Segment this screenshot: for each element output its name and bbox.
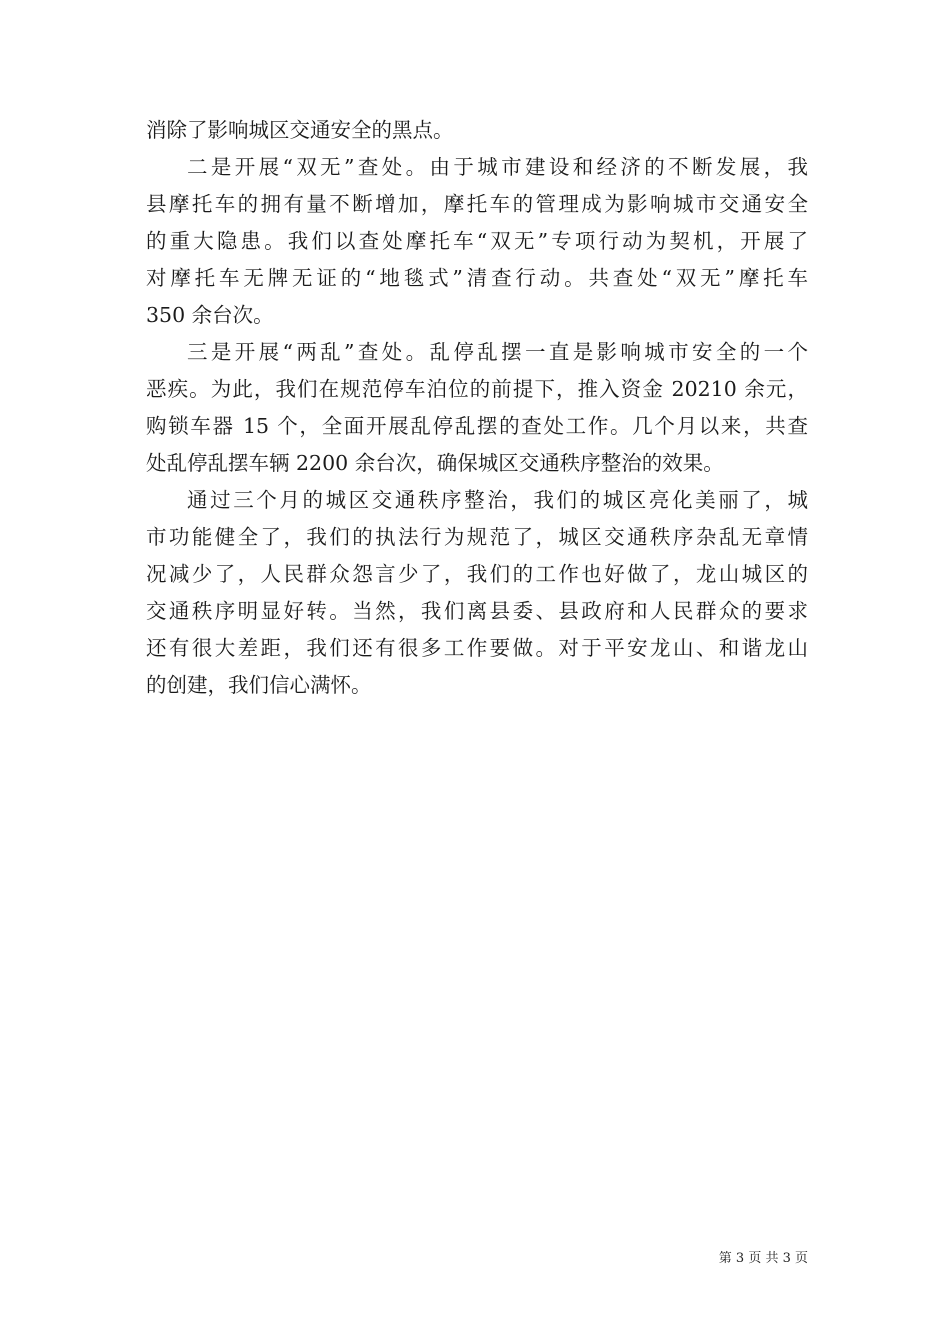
page-number-footer: 第 3 页 共 3 页 (718, 1251, 808, 1266)
text-line: 二是开展“双无”查处。由于城市建设和经济的不断发展，我 (187, 155, 808, 179)
paragraph-summary (146, 482, 808, 704)
text-line: 的重大隐患。我们以查处摩托车“双无”专项行动为契机，开展了 (146, 229, 808, 253)
text-line: 恶疾。为此，我们在规范停车泊位的前提下，推入资金 20210 余元， (146, 377, 808, 401)
text-line: 县摩托车的拥有量不断增加，摩托车的管理成为影响城市交通安全 (146, 192, 808, 216)
paragraph-shuangwu (146, 149, 808, 334)
text-line: 处乱停乱摆车辆 2200 余台次，确保城区交通秩序整治的效果。 (146, 451, 724, 475)
text-line: 三是开展“两乱”查处。乱停乱摆一直是影响城市安全的一个 (187, 340, 808, 364)
text-line: 消除了影响城区交通安全的黑点。 (146, 118, 454, 142)
text-line: 通过三个月的城区交通秩序整治，我们的城区亮化美丽了，城 (187, 488, 808, 512)
text-line: 况减少了，人民群众怨言少了，我们的工作也好做了，龙山城区的 (146, 562, 808, 586)
text-line: 对摩托车无牌无证的“地毯式”清查行动。共查处“双无”摩托车 (146, 266, 808, 290)
paragraph-continuation (146, 112, 808, 149)
text-line: 购锁车器 15 个，全面开展乱停乱摆的查处工作。几个月以来，共查 (146, 414, 808, 438)
document-body (146, 112, 808, 704)
text-line: 交通秩序明显好转。当然，我们离县委、县政府和人民群众的要求 (146, 599, 808, 623)
text-line: 350 余台次。 (146, 303, 274, 327)
text-line: 还有很大差距，我们还有很多工作要做。对于平安龙山、和谐龙山 (146, 636, 808, 660)
text-line: 市功能健全了，我们的执法行为规范了，城区交通秩序杂乱无章情 (146, 525, 808, 549)
paragraph-liangluan (146, 334, 808, 482)
text-line: 的创建，我们信心满怀。 (146, 673, 372, 697)
